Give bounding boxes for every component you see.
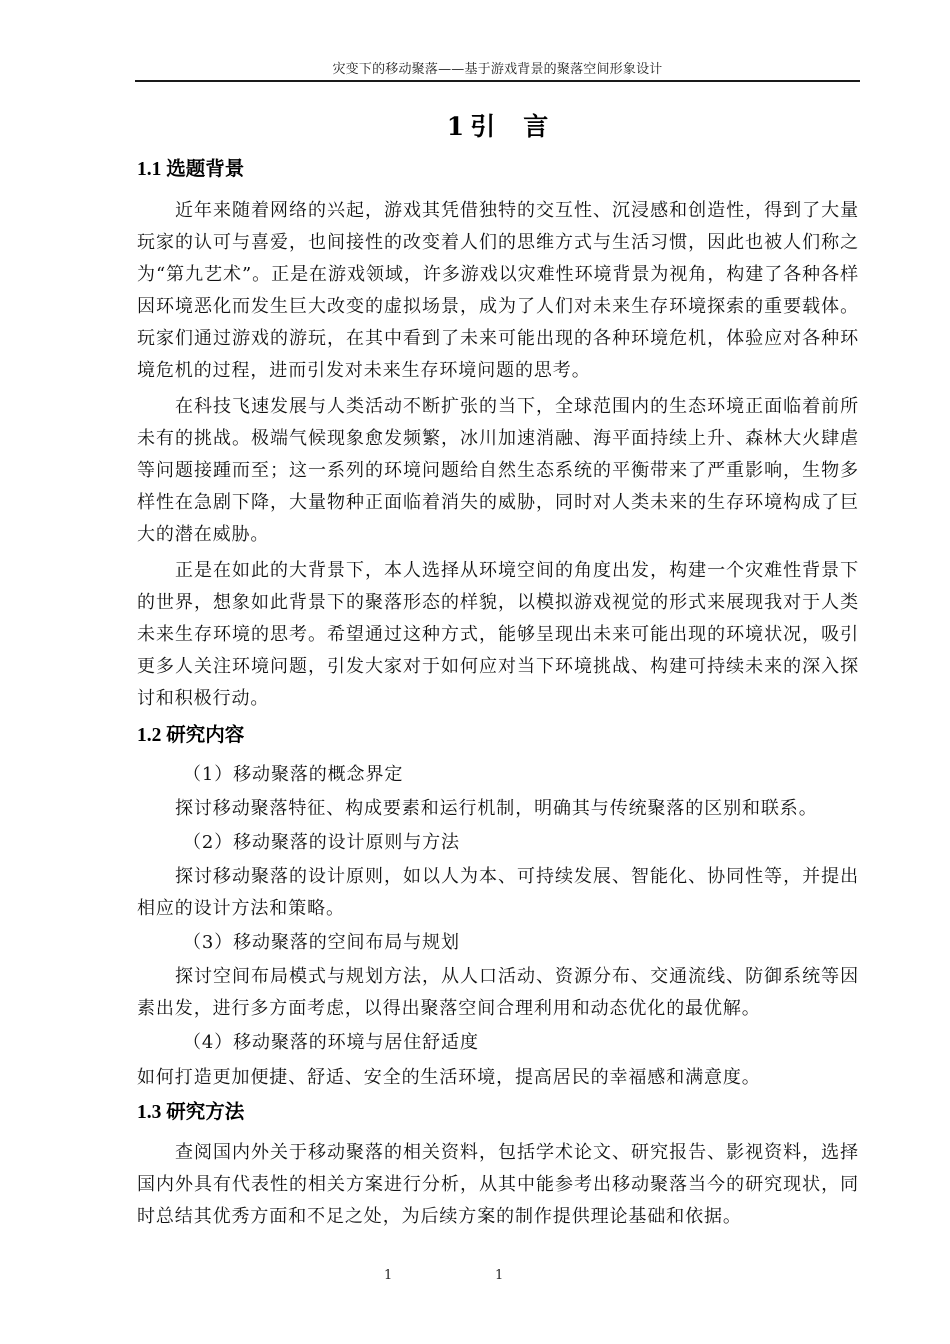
section-heading-1-3: 1.3 研究方法 xyxy=(137,1102,245,1123)
section-heading-1-2: 1.2 研究内容 xyxy=(137,725,245,746)
chapter-number: 1 xyxy=(446,112,465,141)
research-item-label-1: （1）移动聚落的概念界定 xyxy=(183,764,404,785)
research-item-text-2: 探讨移动聚落的设计原则，如以人为本、可持续发展、智能化、协同性等，并提出相应的设计方法和策略。 xyxy=(137,866,859,919)
page-number-left: 1 xyxy=(384,1268,393,1283)
running-header: 灾变下的移动聚落——基于游戏背景的聚落空间形象设计 xyxy=(332,62,663,77)
header-rule xyxy=(135,80,860,82)
research-item-text-4: 如何打造更加便捷、舒适、安全的生活环境，提高居民的幸福感和满意度。 xyxy=(137,1067,761,1088)
research-item-text-3: 探讨空间布局模式与规划方法，从人口活动、资源分布、交通流线、防御系统等因素出发，进行多方面考虑，以得出聚落空间合理利用和动态优化的最优解。 xyxy=(137,966,859,1019)
research-item-label-2: （2）移动聚落的设计原则与方法 xyxy=(183,832,460,853)
chapter-title-part1: 引 xyxy=(470,112,496,141)
research-item-label-4: （4）移动聚落的环境与居住舒适度 xyxy=(183,1032,479,1053)
research-item-text-1: 探讨移动聚落特征、构成要素和运行机制，明确其与传统聚落的区别和联系。 xyxy=(175,798,818,819)
paragraph-1-1-2: 在科技飞速发展与人类活动不断扩张的当下，全球范围内的生态环境正面临着前所未有的挑战。极端气候现象愈发频繁，冰川加速消融、海平面持续上升、森林大火肆虐等问题接踵而至；这一系列的环境问题给自然生态系统的平衡带来了严重影响，生物多样性在急剧下降，大量物种正面临着消失的威胁，同时对人类未来的生存环境构成了巨大的潜在威胁。 xyxy=(137,396,859,545)
paragraph-1-1-3: 正是在如此的大背景下，本人选择从环境空间的角度出发，构建一个灾难性背景下的世界，想象如此背景下的聚落形态的样貌，以模拟游戏视觉的形式来展现我对于人类未来生存环境的思考。希望通过这种方式，能够呈现出未来可能出现的环境状况，吸引更多人关注环境问题，引发大家对于如何应对当下环境挑战、构建可持续未来的深入探讨和积极行动。 xyxy=(137,560,859,709)
chapter-title xyxy=(135,111,860,143)
page-number-right: 1 xyxy=(495,1268,504,1283)
section-heading-1-1: 1.1 选题背景 xyxy=(137,159,245,180)
paragraph-1-3-1: 查阅国内外关于移动聚落的相关资料，包括学术论文、研究报告、影视资料，选择国内外具有代表性的相关方案进行分析，从其中能参考出移动聚落当今的研究现状，同时总结其优秀方面和不足之处，为后续方案的制作提供理论基础和依据。 xyxy=(137,1142,859,1227)
chapter-title-part2: 言 xyxy=(523,112,549,141)
paragraph-1-1-1: 近年来随着网络的兴起，游戏其凭借独特的交互性、沉浸感和创造性，得到了大量玩家的认可与喜爱，也间接性的改变着人们的思维方式与生活习惯，因此也被人们称之为“第九艺术”。正是在游戏领域，许多游戏以灾难性环境背景为视角，构建了各种各样因环境恶化而发生巨大改变的虚拟场景，成为了人们对未来生存环境探索的重要载体。玩家们通过游戏的游玩，在其中看到了未来可能出现的各种环境危机，体验应对各种环境危机的过程，进而引发对未来生存环境问题的思考。 xyxy=(137,200,859,381)
research-item-label-3: （3）移动聚落的空间布局与规划 xyxy=(183,932,460,953)
